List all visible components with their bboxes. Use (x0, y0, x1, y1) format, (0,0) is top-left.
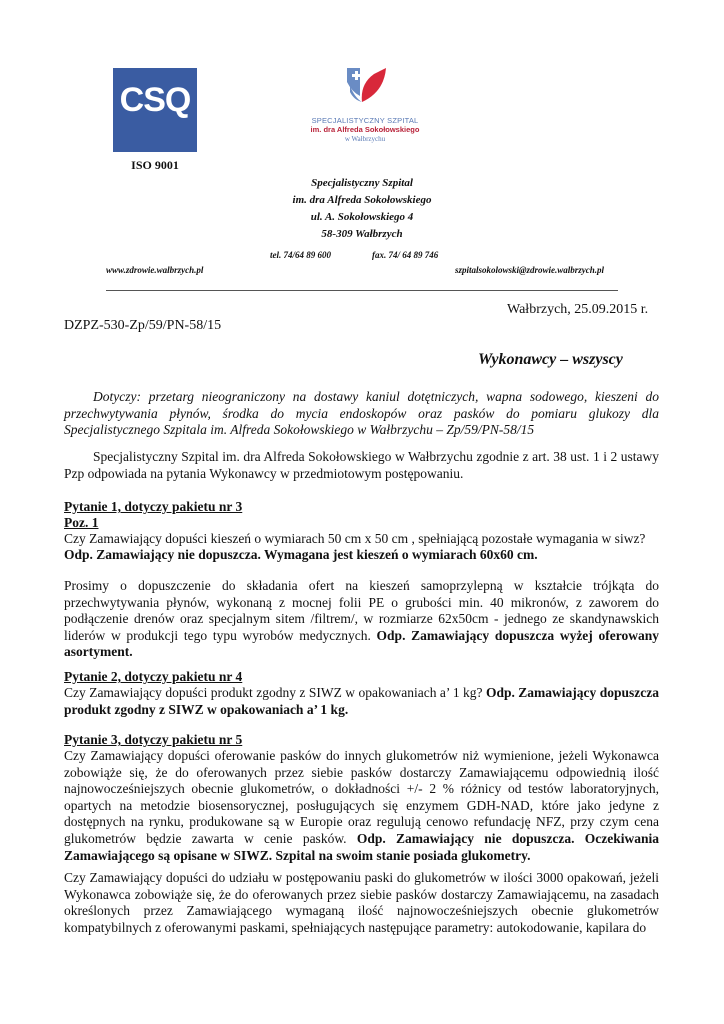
iso-label: ISO 9001 (131, 158, 179, 172)
hospital-emblem-icon (300, 62, 430, 114)
question-text: Czy Zamawiający dopuści kieszeń o wymiarach 50 cm x 50 cm , spełniającą pozostałe wymagania w siwz? (64, 531, 646, 546)
email-link[interactable]: szpitalsokolowski@zdrowie.walbrzych.pl (455, 265, 605, 275)
addressee: Wykonawcy – wszyscy (478, 351, 623, 368)
answer-text: Odp. Zamawiający nie dopuszcza. Wymagana jest kieszeń o wymiarach 60x60 cm. (64, 547, 538, 562)
question-heading: Pytanie 1, dotyczy pakietu nr 3 (64, 499, 243, 514)
header-divider (106, 290, 618, 291)
question-paragraph: Czy Zamawiający dopuści do udziału w postępowaniu paski do glukometrów w ilości 3000 opakowań, jeżeli Wykonawca zobowiąże się, że do oferowanych przez siebie pasków dostarczy Zamawiającemu, na zasadach określonych przez Zamawiającego wymaganą ilość najnowocześniejszych obecnie glukometrów kompatybilnych z oferowanymi paskami, spełniających następujące parametry: autokodowanie, kapilara do (64, 870, 659, 935)
address-line: 58-309 Wałbrzych (321, 228, 403, 240)
address-line: ul. A. Sokołowskiego 4 (310, 211, 414, 223)
hospital-logo (300, 62, 430, 154)
hospital-logo-line1: SPECJALISTYCZNY SZPITAL (311, 116, 419, 125)
phone-number: tel. 74/64 89 600 (270, 250, 331, 260)
hospital-logo-line3: w Wałbrzychu (344, 135, 386, 143)
csq-logo (113, 68, 197, 152)
document-date: Wałbrzych, 25.09.2015 r. (507, 302, 649, 317)
csq-logo-text: CSQ (119, 81, 191, 119)
question-heading: Pytanie 3, dotyczy pakietu nr 5 (64, 732, 243, 747)
question-paragraph (64, 748, 659, 864)
answer-text: Odp. Zamawiający dopuszcza produkt zgodny z SIWZ w opakowaniach a’ 1 kg. (64, 685, 659, 717)
subject-paragraph: Dotyczy: przetarg nieograniczony na dostawy kaniul dotętniczych, wapna sodowego, kieszeni do przechwytywania płynów, środka do mycia endoskopów oraz pasków do pomiaru glukozy dla Specjalistycznego Szpitala im. Alfreda Sokołowskiego w Wałbrzychu – Zp/59/PN-58/15 (64, 389, 659, 438)
intro-paragraph: Specjalistyczny Szpital im. dra Alfreda Sokołowskiego w Wałbrzychu zgodnie z art. 38 ust. 1 i 2 ustawy Pzp odpowiada na pytania Wykonawcy w przedmiotowym postępowaniu. (64, 449, 659, 481)
address-line: im. dra Alfreda Sokołowskiego (292, 194, 432, 206)
position-label: Poz. 1 (64, 515, 99, 530)
website-link[interactable]: www.zdrowie.walbrzych.pl (106, 265, 204, 275)
reference-number: DZPZ-530-Zp/59/PN-58/15 (64, 318, 222, 333)
address-line: Specjalistyczny Szpital (311, 177, 413, 189)
hospital-logo-line2: im. dra Alfreda Sokołowskiego (310, 125, 420, 134)
answer-text: Odp. Zamawiający nie dopuszcza. Oczekiwania Zamawiającego są opisane w SIWZ. Szpital na swoim stanie posiada glukometry. (64, 830, 659, 863)
answer-text: Odp. Zamawiający dopuszcza wyżej oferowany asortyment. (64, 627, 659, 660)
question-text: Czy Zamawiający dopuści produkt zgodny z SIWZ w opakowaniach a’ 1 kg? (64, 685, 483, 700)
question-paragraph (64, 685, 659, 718)
fax-number: fax. 74/ 64 89 746 (372, 250, 439, 260)
question-text: Prosimy o dopuszczenie do składania ofert na kieszeń samoprzylepną w kształcie trójkąta do przechwytywania płynów, wykonaną z mocnej folii PE o grubości min. 40 mikronów, z zaworem do podłączenie drenów oraz specjalnym sitem /filtrem/, w rozmiarze 62x50cm - jednego ze skandynawskich liderów w produkcji tego typu wyrobów medycznych. (64, 578, 659, 643)
question-paragraph (64, 578, 659, 661)
question-text: Czy Zamawiający dopuści oferowanie pasków do innych glukometrów niż wymienione, jeżeli Wykonawca zobowiąże się, że do oferowanych przez siebie pasków dostarczy Zamawiającemu odpowiednią ilość najnowocześniejszych obecnie glukometrów, o dokładności +/- 2 % różnicy od testów laboratoryjnych, opartych na metodzie biosensorycznej, posługujących się enzymem GDH-NAD, które jako jedyne z dostępnych na rynku, produkowane są w Europie oraz regulują cenowo refundację NFZ, przy czym cena glukometrów będzie zawarta w cenie pasków. (64, 748, 659, 846)
question-heading: Pytanie 2, dotyczy pakietu nr 4 (64, 669, 243, 684)
